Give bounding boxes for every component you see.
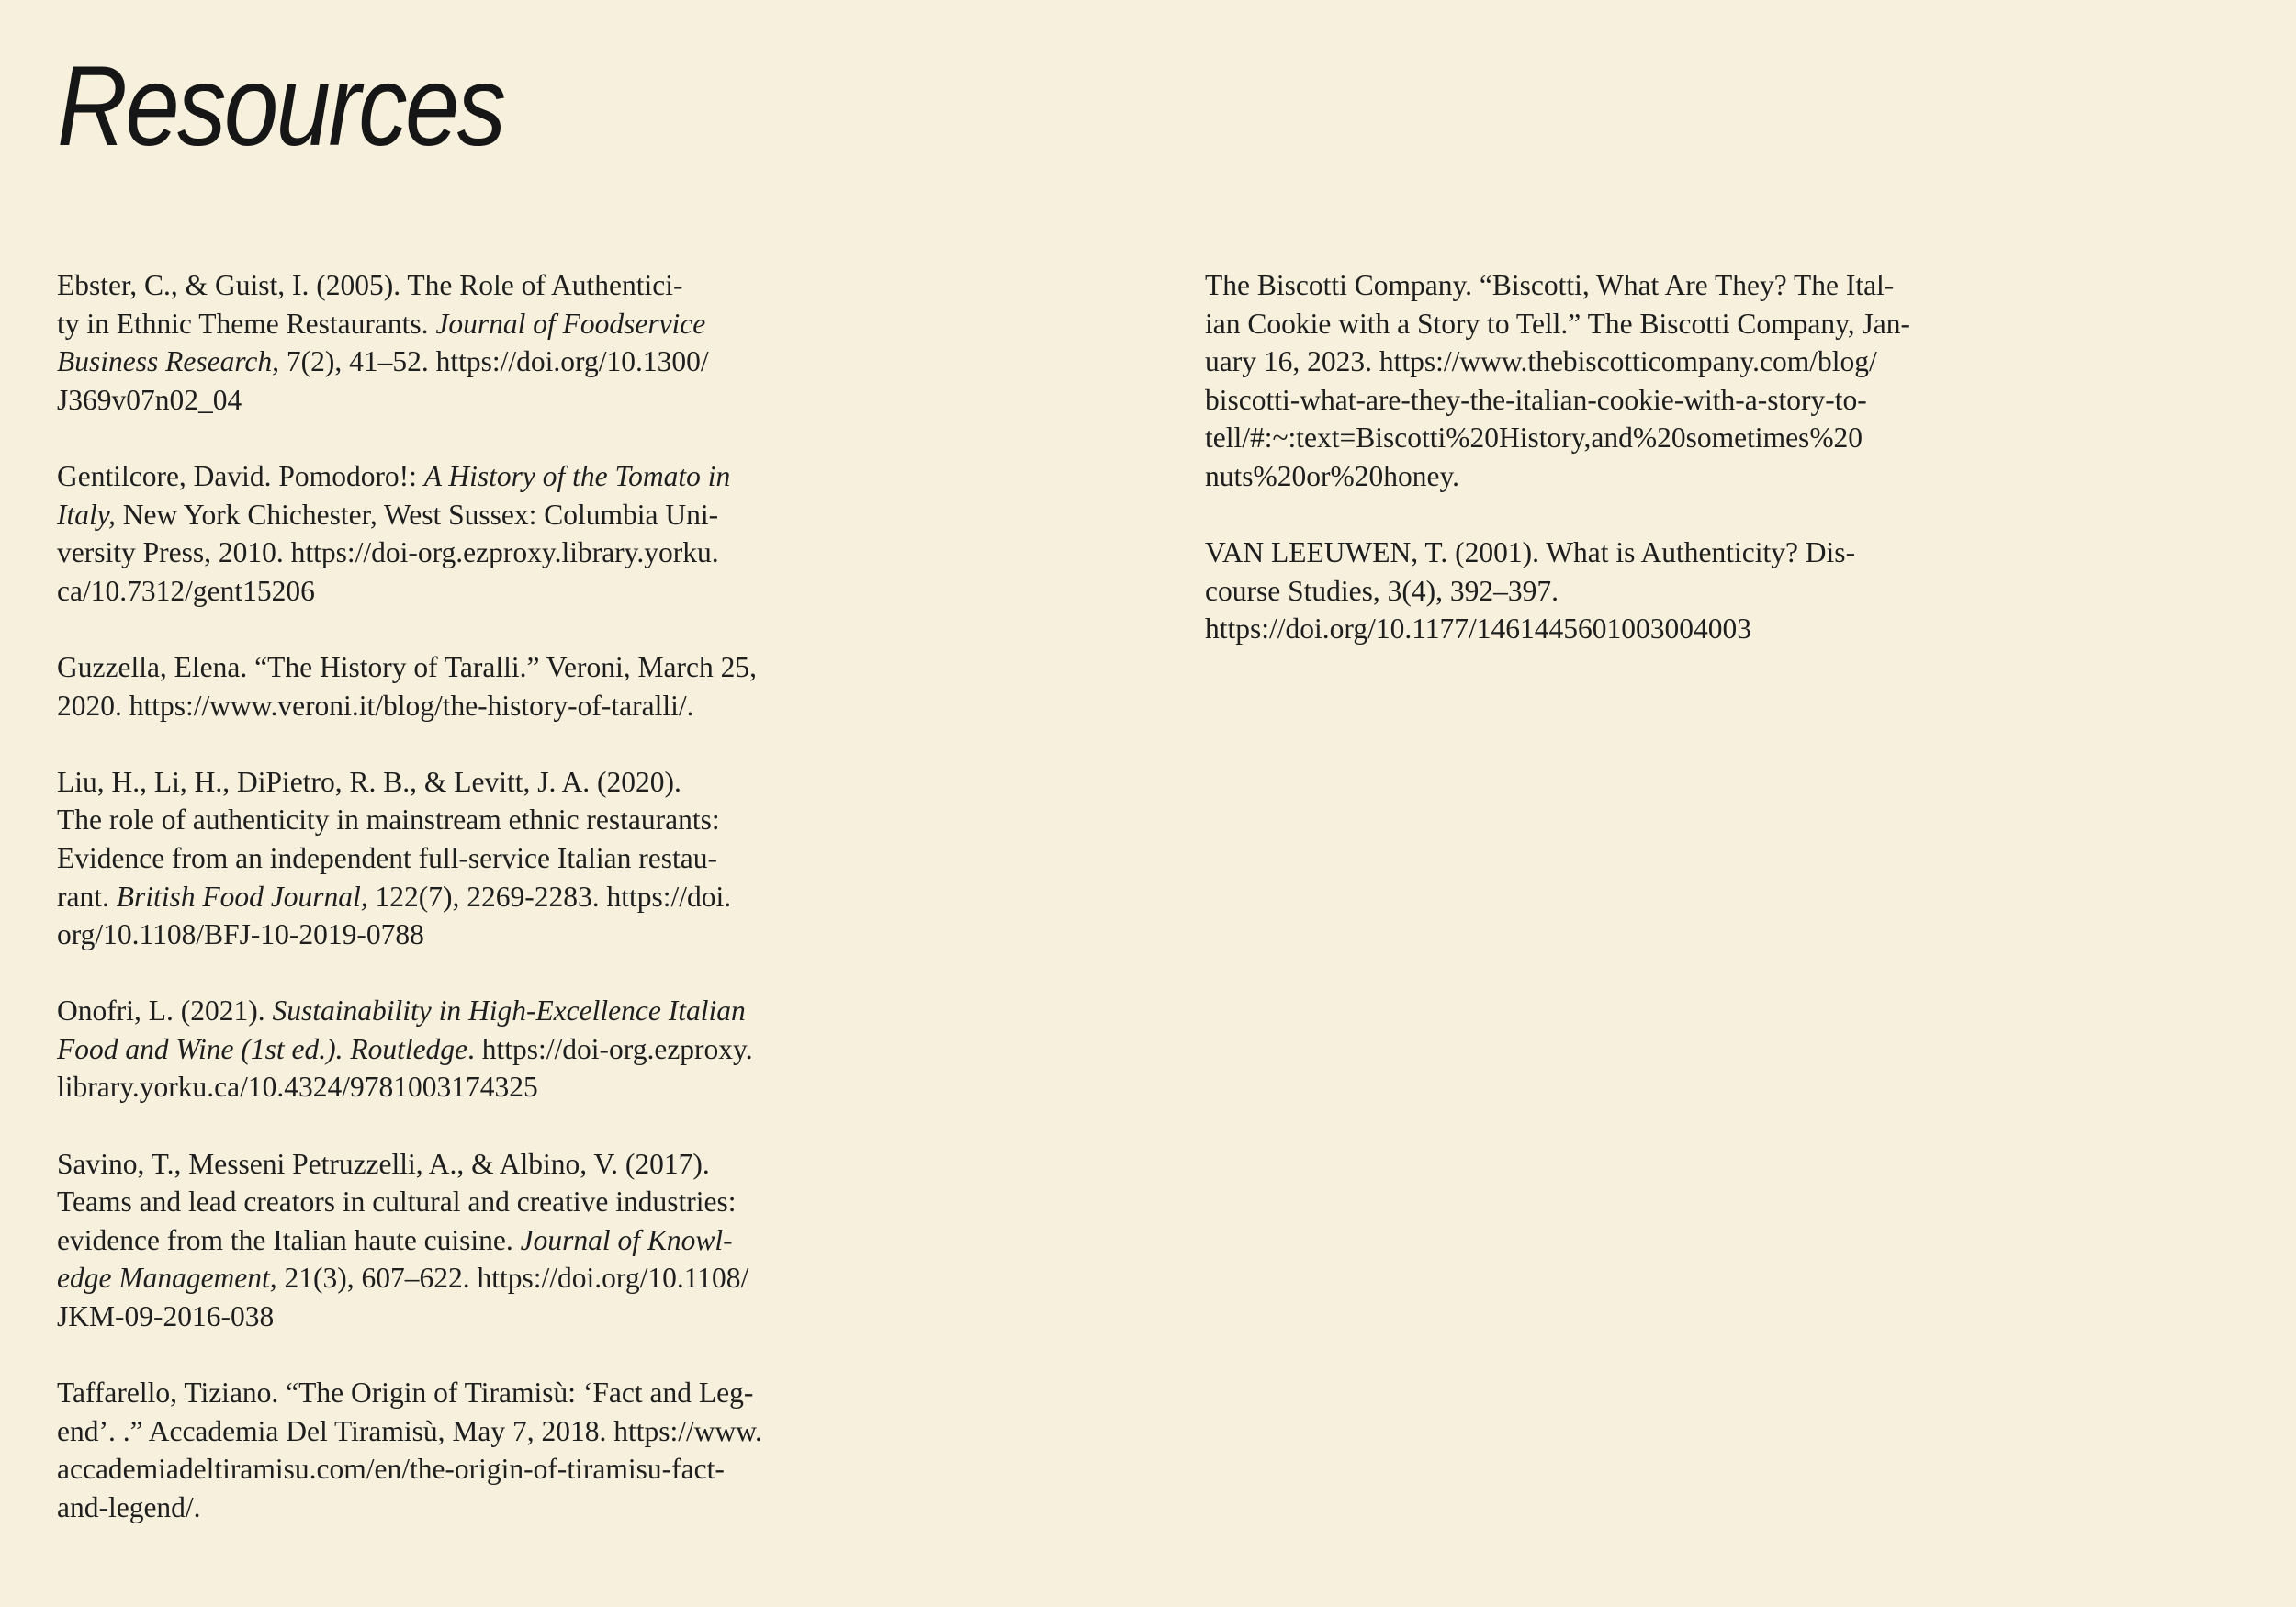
reference-line <box>57 457 828 496</box>
reference-italic-text: Journal of Foodservice <box>435 307 706 340</box>
reference-italic-text: British Food Journal, <box>116 880 368 913</box>
reference-text: ty in Ethnic Theme Restaurants. <box>57 307 436 340</box>
reference-line <box>57 1068 828 1107</box>
reference-text: Taffarello, Tiziano. “The Origin of Tiramisù: ‘Fact and Leg- <box>57 1377 754 1410</box>
reference-text: JKM-09-2016-038 <box>57 1300 275 1333</box>
reference-text: Guzzella, Elena. “The History of Taralli.” Veroni, March 25, <box>57 650 757 683</box>
reference-text: The Biscotti Company. “Biscotti, What Are They? The Ital- <box>1205 269 1895 301</box>
reference-text: library.yorku.ca/10.4324/9781003174325 <box>57 1071 538 1104</box>
reference-text: 2020. https://www.veroni.it/blog/the-history-of-taralli/. <box>57 689 694 722</box>
reference-entry <box>1205 266 1976 496</box>
reference-text: J369v07n02_04 <box>57 383 242 416</box>
reference-entry <box>57 457 828 610</box>
reference-entry <box>1205 534 1976 648</box>
reference-line <box>1205 266 1976 305</box>
reference-text: end’. .” Accademia Del Tiramisù, May 7, 2018. https://www. <box>57 1414 762 1447</box>
reference-line <box>57 839 828 878</box>
reference-entry <box>57 992 828 1107</box>
reference-line <box>1205 572 1976 611</box>
reference-text: course Studies, 3(4), 392–397. <box>1205 574 1559 607</box>
references-left-column <box>57 266 828 1565</box>
reference-line <box>57 648 828 687</box>
reference-line <box>57 381 828 420</box>
reference-line <box>57 1183 828 1221</box>
reference-line <box>57 1450 828 1489</box>
reference-entry <box>57 763 828 954</box>
reference-line <box>1205 419 1976 457</box>
reference-text: Ebster, C., & Guist, I. (2005). The Role of Authentici- <box>57 269 683 301</box>
reference-line <box>1205 343 1976 381</box>
reference-text: versity Press, 2010. https://doi-org.ezproxy.library.yorku. <box>57 536 719 569</box>
reference-text: https://doi.org/10.1177/1461445601003004003 <box>1205 612 1752 646</box>
reference-line <box>1205 457 1976 496</box>
reference-italic-text: Sustainability in High-Excellence Italian <box>272 995 746 1028</box>
reference-line <box>57 1374 828 1412</box>
reference-text: New York Chichester, West Sussex: Columbia Uni- <box>115 498 719 531</box>
reference-line <box>57 1412 828 1451</box>
reference-italic-text: Food and Wine (1st ed.). Routledge <box>57 1032 468 1065</box>
reference-line <box>1205 610 1976 648</box>
page-title: Resources <box>57 43 504 170</box>
reference-text: Liu, H., Li, H., DiPietro, R. B., & Levitt, J. A. (2020). <box>57 765 681 798</box>
reference-italic-text: Journal of Knowl- <box>520 1223 733 1256</box>
reference-line <box>1205 381 1976 420</box>
reference-text: and-legend/. <box>57 1491 201 1523</box>
reference-text: uary 16, 2023. https://www.thebiscotticompany.com/blog/ <box>1205 345 1877 378</box>
reference-italic-text: edge Management, <box>57 1262 277 1295</box>
reference-line <box>57 687 828 725</box>
reference-text: biscotti-what-are-they-the-italian-cookie-with-a-story-to- <box>1205 383 1867 416</box>
reference-text: Savino, T., Messeni Petruzzelli, A., & Albino, V. (2017). <box>57 1147 710 1180</box>
reference-line <box>57 1489 828 1527</box>
reference-text: Onofri, L. (2021). <box>57 995 273 1028</box>
reference-text: accademiadeltiramisu.com/en/the-origin-of-tiramisu-fact- <box>57 1453 725 1486</box>
reference-text: ian Cookie with a Story to Tell.” The Biscotti Company, Jan- <box>1205 307 1910 340</box>
reference-text: evidence from the Italian haute cuisine. <box>57 1223 521 1256</box>
reference-text: rant. <box>57 880 117 913</box>
reference-line <box>57 266 828 305</box>
reference-text: Evidence from an independent full-service Italian restau- <box>57 841 717 874</box>
reference-entry <box>57 1374 828 1526</box>
reference-line <box>57 1221 828 1260</box>
reference-text: ca/10.7312/gent15206 <box>57 574 315 607</box>
reference-text: 21(3), 607–622. https://doi.org/10.1108/ <box>276 1262 749 1295</box>
reference-line <box>1205 305 1976 343</box>
reference-text: org/10.1108/BFJ-10-2019-0788 <box>57 918 424 951</box>
reference-line <box>57 763 828 802</box>
reference-line <box>57 1259 828 1298</box>
reference-text: Teams and lead creators in cultural and creative industries: <box>57 1186 737 1219</box>
reference-text: VAN LEEUWEN, T. (2001). What is Authenticity? Dis- <box>1205 536 1856 569</box>
reference-line <box>57 534 828 572</box>
reference-text: 7(2), 41–52. https://doi.org/10.1300/ <box>279 345 709 378</box>
reference-entry <box>57 648 828 725</box>
reference-italic-text: A History of the Tomato in <box>423 459 731 492</box>
reference-line <box>57 572 828 611</box>
reference-text: nuts%20or%20honey. <box>1205 459 1460 492</box>
reference-line <box>57 305 828 343</box>
reference-line <box>57 878 828 916</box>
reference-line <box>57 916 828 954</box>
references-right-column <box>1205 266 1976 687</box>
reference-text: 122(7), 2269-2283. https://doi. <box>367 880 732 913</box>
reference-line <box>57 992 828 1030</box>
reference-line <box>1205 534 1976 572</box>
reference-text: Gentilcore, David. Pomodoro!: <box>57 459 424 492</box>
reference-line <box>57 1298 828 1336</box>
reference-text: The role of authenticity in mainstream ethnic restaurants: <box>57 804 720 837</box>
reference-line <box>57 1030 828 1069</box>
reference-text: . https://doi-org.ezproxy. <box>467 1032 753 1065</box>
reference-line <box>57 496 828 534</box>
reference-entry <box>57 1145 828 1336</box>
reference-entry <box>57 266 828 419</box>
reference-italic-text: Italy, <box>57 498 116 531</box>
reference-text: tell/#:~:text=Biscotti%20History,and%20sometimes%20 <box>1205 421 1863 455</box>
reference-line <box>57 801 828 839</box>
reference-line <box>57 343 828 381</box>
reference-italic-text: Business Research, <box>57 345 280 378</box>
reference-line <box>57 1145 828 1184</box>
